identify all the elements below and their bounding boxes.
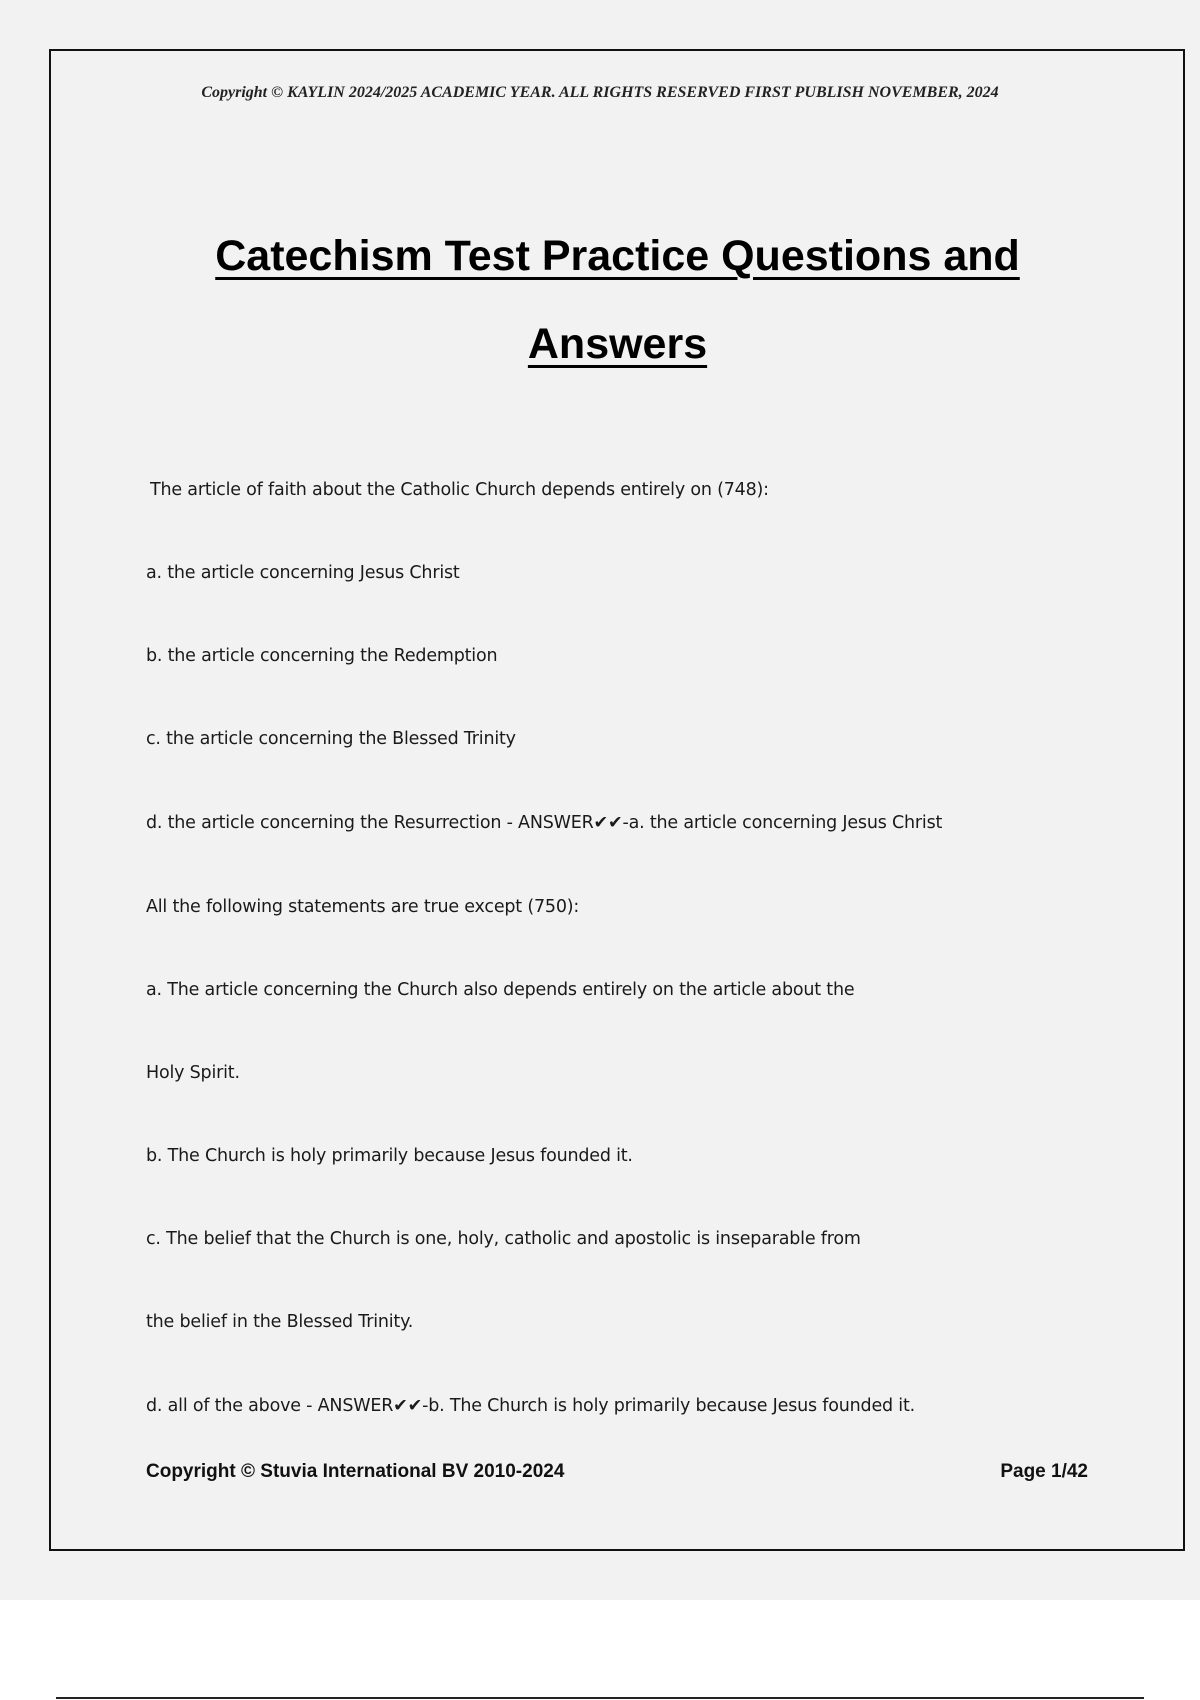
question-2-option-d-answer: d. all of the above - ANSWER✔✔-b. The Church is holy primarily because Jesus founded it. <box>146 1396 915 1416</box>
question-2-prompt: All the following statements are true except (750): <box>146 897 580 917</box>
question-1-option-b: b. the article concerning the Redemption <box>146 646 498 666</box>
question-2-option-b: b. The Church is holy primarily because Jesus founded it. <box>146 1146 633 1166</box>
question-2-option-a-continued: Holy Spirit. <box>146 1063 240 1083</box>
question-2-option-c-continued: the belief in the Blessed Trinity. <box>146 1312 414 1332</box>
document-title: Catechism Test Practice Questions and Answers <box>215 232 1020 368</box>
page-divider <box>56 1697 1144 1699</box>
page-number: Page 1/42 <box>1000 1461 1088 1482</box>
question-2-option-a: a. The article concerning the Church also depends entirely on the article about the <box>146 980 855 1000</box>
question-2-option-c: c. The belief that the Church is one, holy, catholic and apostolic is inseparable from <box>146 1229 861 1249</box>
question-1-option-d-answer: d. the article concerning the Resurrection - ANSWER✔✔-a. the article concerning Jesus Christ <box>146 813 943 833</box>
header-copyright: Copyright © KAYLIN 2024/2025 ACADEMIC YEAR. ALL RIGHTS RESERVED FIRST PUBLISH NOVEMBER, 2024 <box>201 84 999 101</box>
question-1-option-a: a. the article concerning Jesus Christ <box>146 563 460 583</box>
footer-copyright: Copyright © Stuvia International BV 2010-2024 <box>146 1461 565 1482</box>
question-1-prompt: The article of faith about the Catholic Church depends entirely on (748): <box>150 480 769 500</box>
question-1-option-c: c. the article concerning the Blessed Trinity <box>146 729 516 749</box>
